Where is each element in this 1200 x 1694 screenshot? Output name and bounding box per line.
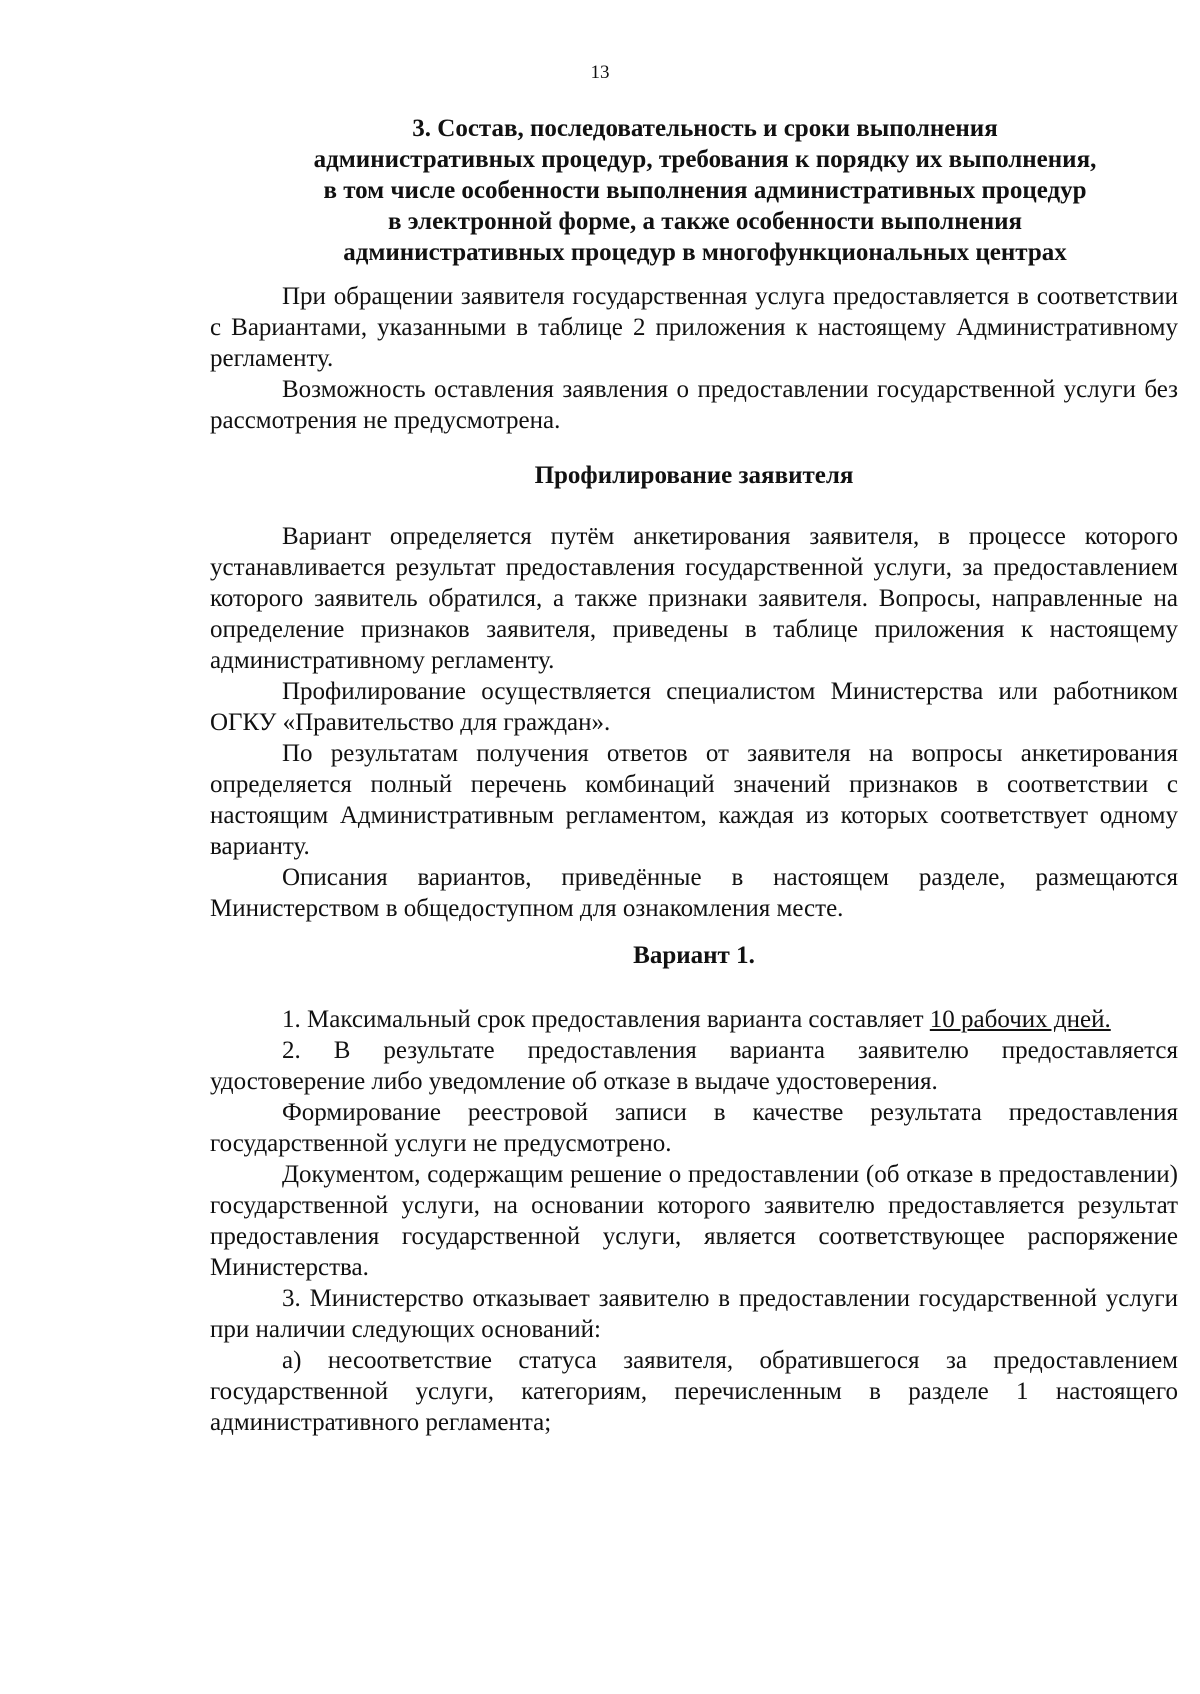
section-title-line: административных процедур в многофункциональных центрах — [343, 239, 1067, 266]
variant1-item-1-text: 1. Максимальный срок предоставления варианта составляет — [282, 1006, 930, 1033]
profiling-heading-block — [210, 460, 1178, 491]
variant1-item-3a: а) несоответствие статуса заявителя, обратившегося за предоставлением государственной услуги, категориям, перечисленным в разделе 1 настоящего административного регламента; — [210, 1347, 1178, 1436]
section-title-line: в электронной форме, а также особенности выполнения — [387, 208, 1023, 235]
intro-paragraph: При обращении заявителя государственная услуга предоставляется в соответствии с Вариантами, указанными в таблице 2 приложения к настоящему Административному регламенту. — [210, 283, 1178, 372]
profiling-paragraph: Описания вариантов, приведённые в настоящем разделе, размещаются Министерством в общедоступном для ознакомления месте. — [210, 864, 1178, 922]
variant1-item-2: 2. В результате предоставления варианта заявителю предоставляется удостоверение либо уведомление об отказе в выдаче удостоверения. — [210, 1037, 1178, 1095]
variant1-item-1-term: 10 рабочих дней. — [929, 1006, 1111, 1033]
intro-section — [210, 281, 1178, 436]
section-title-line: в том числе особенности выполнения административных процедур — [323, 177, 1087, 204]
variant1-heading-block — [210, 940, 1178, 971]
variant1-item-3: 3. Министерство отказывает заявителю в предоставлении государственной услуги при наличии следующих оснований: — [210, 1285, 1178, 1343]
section-title-line: 3. Состав, последовательность и сроки выполнения — [412, 115, 998, 142]
variant1-section — [210, 1004, 1178, 1438]
profiling-paragraph: По результатам получения ответов от заявителя на вопросы анкетирования определяется полный перечень комбинаций значений признаков в соответствии с настоящим Административным регламентом, каждая из которых соответствует одному варианту. — [210, 740, 1178, 860]
profiling-paragraph: Профилирование осуществляется специалистом Министерства или работником ОГКУ «Правительство для граждан». — [210, 678, 1178, 736]
intro-paragraph: Возможность оставления заявления о предоставлении государственной услуги без рассмотрения не предусмотрена. — [210, 376, 1178, 434]
variant1-paragraph: Документом, содержащим решение о предоставлении (об отказе в предоставлении) государственной услуги, на основании которого заявителю предоставляется результат предоставления государственной услуги, является соответствующее распоряжение Министерства. — [210, 1161, 1178, 1281]
profiling-heading: Профилирование заявителя — [534, 462, 854, 489]
variant1-item-1 — [210, 1004, 1178, 1035]
profiling-section — [210, 521, 1178, 924]
profiling-paragraph: Вариант определяется путём анкетирования заявителя, в процессе которого устанавливается результат предоставления государственной услуги, за предоставлением которого заявитель обратился, а также признаки заявителя. Вопросы, направленные на определение признаков заявителя, приведены в таблице приложения к настоящему административному регламенту. — [210, 523, 1178, 674]
variant1-heading: Вариант 1. — [633, 942, 755, 969]
variant1-paragraph: Формирование реестровой записи в качестве результата предоставления государственной услуги не предусмотрено. — [210, 1099, 1178, 1157]
section-title — [210, 113, 1200, 268]
section-title-line: административных процедур, требования к порядку их выполнения, — [313, 146, 1097, 173]
page-number: 13 — [590, 62, 610, 83]
